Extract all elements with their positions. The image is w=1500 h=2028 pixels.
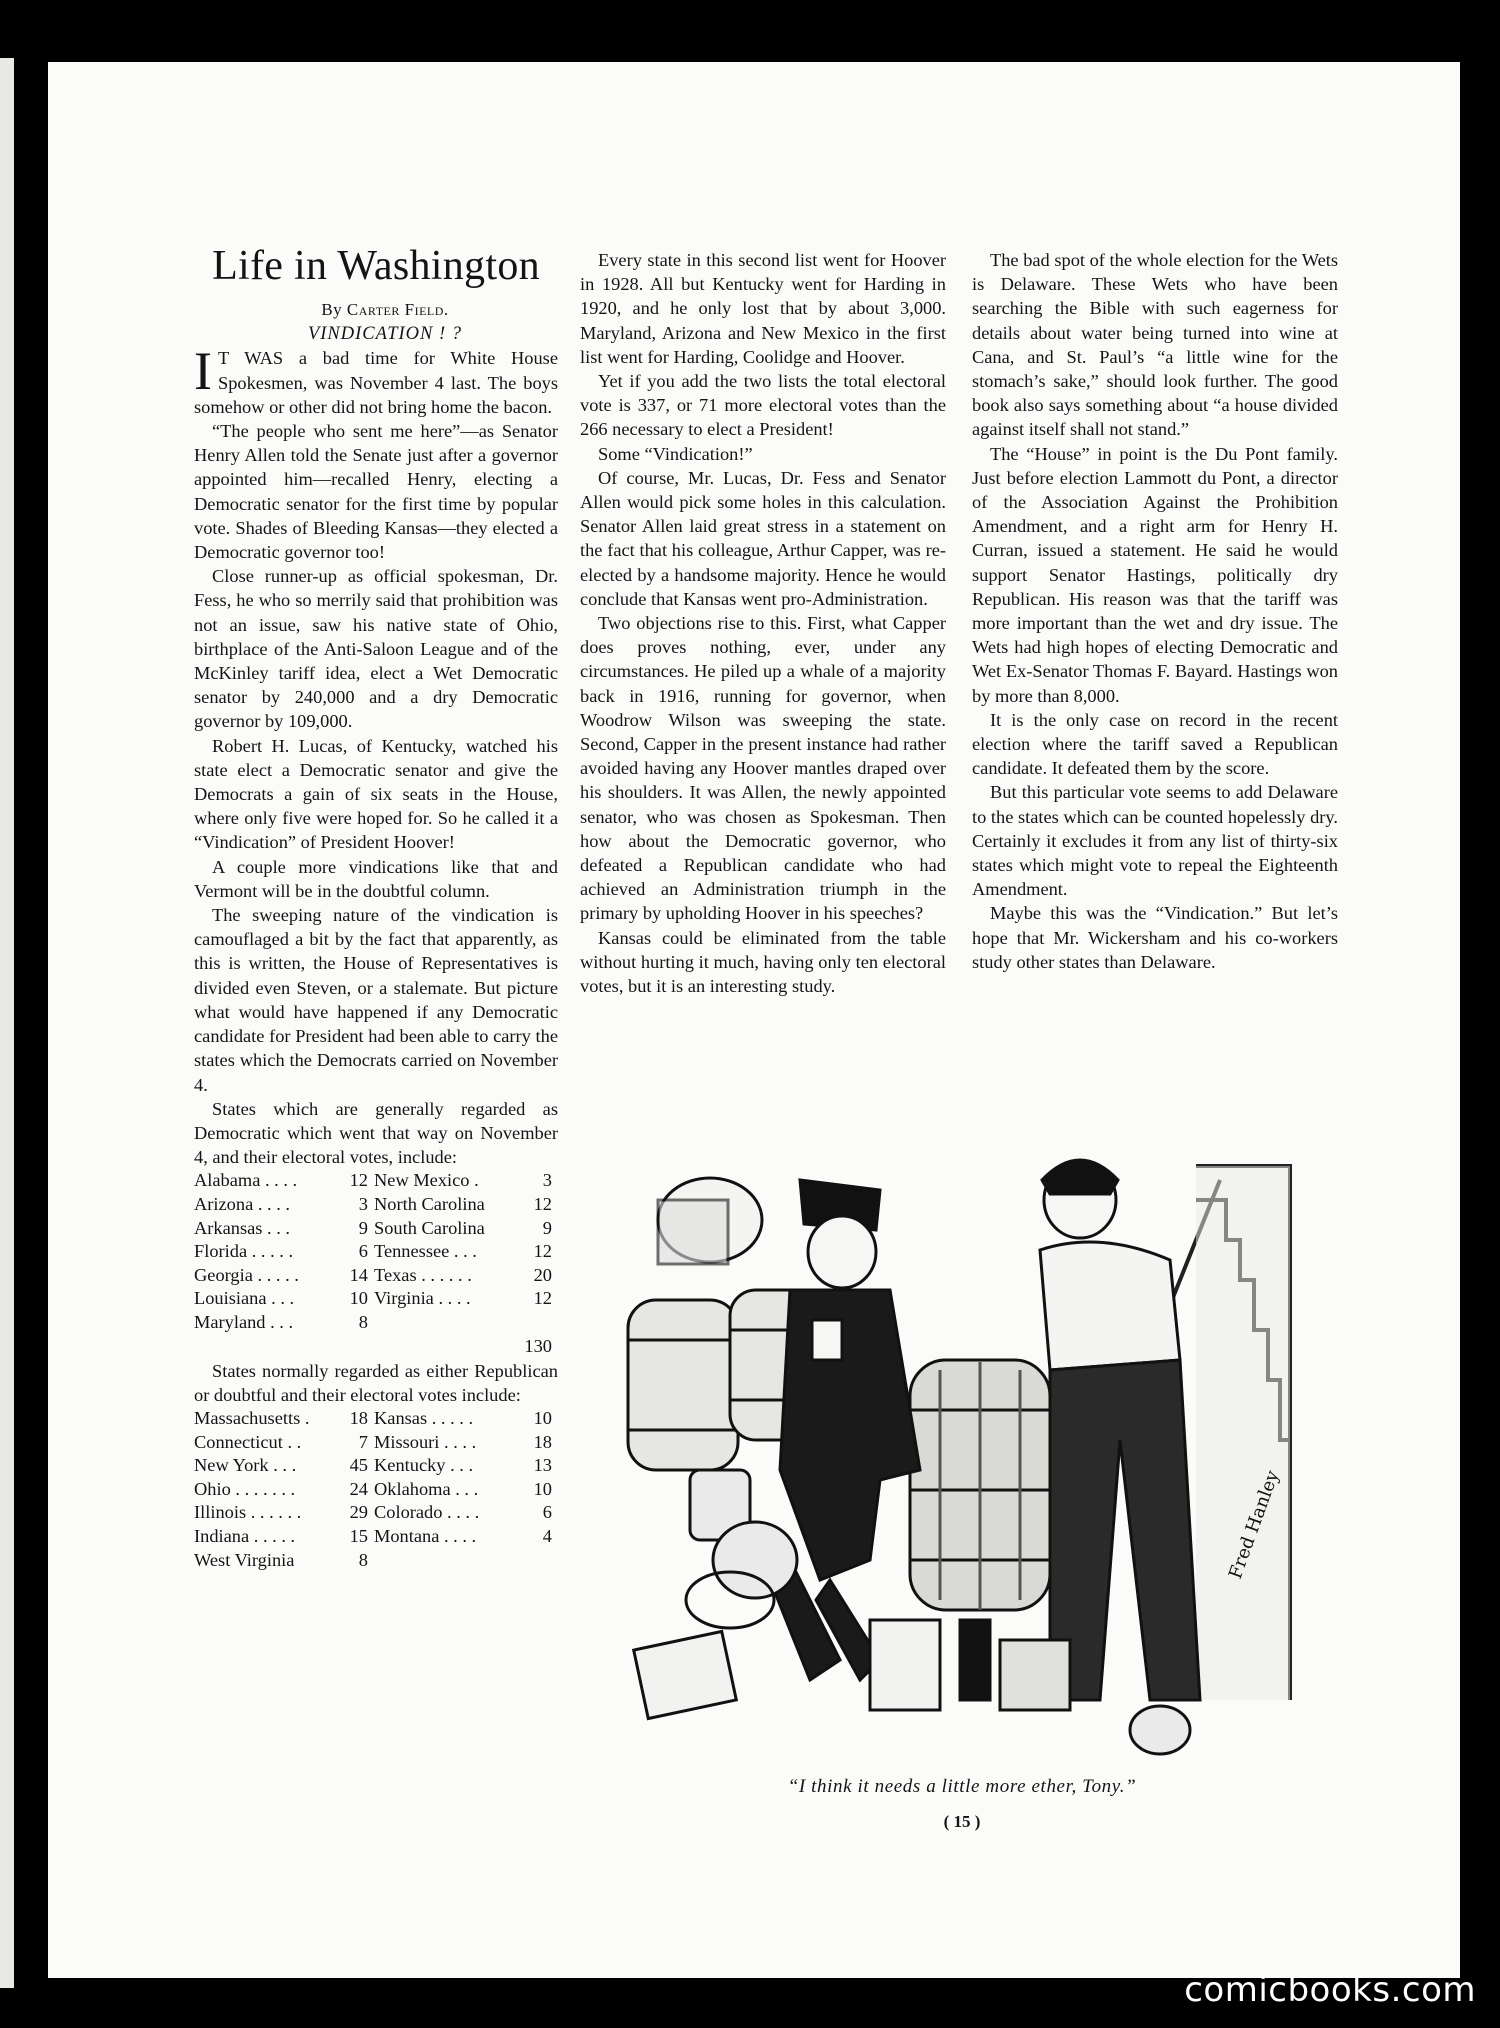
byline	[194, 298, 558, 322]
electoral-votes: 8	[358, 1311, 368, 1332]
electoral-votes: 12	[533, 1193, 552, 1214]
state-name: Missouri . . . .	[374, 1431, 477, 1452]
paragraph: The “House” in point is the Du Pont family. Just before election Lammott du Pont, a director of the Association Against the Prohibition Amendment, and a right arm for Henry H. Curran, issued a statement. He said he would support Senator Hastings, politically dry Republican. His reason was that the tariff was more important than the wet and dry issue. The Wets had high hopes of electing Democratic and Wet Ex-Senator Thomas F. Bayard. Hastings won by more than 8,000.	[972, 443, 1338, 706]
state-name: Maryland . . .	[194, 1311, 294, 1332]
paragraph: It is the only case on record in the recent election where the tariff saved a Republican candidate. It defeated them by the score.	[972, 709, 1338, 779]
paragraph: Of course, Mr. Lucas, Dr. Fess and Senator Allen would pick some holes in this calculation. Senator Allen laid great stress in a statement on the fact that his colleague, Arthur Capper, was re-elected by a handsome majority. Hence he would conclude that Kansas went pro-Administration.	[580, 467, 946, 609]
barrel	[658, 1178, 762, 1264]
paragraph: Maybe this was the “Vindication.” But let’s hope that Mr. Wickersham and his co-workers study other states than Delaware.	[972, 903, 1338, 972]
state-row	[194, 1431, 374, 1455]
electoral-votes: 10	[533, 1478, 552, 1499]
cartoon-caption: “I think it needs a little more ether, Tony.”	[787, 1776, 1137, 1797]
electoral-votes: 24	[349, 1478, 368, 1499]
state-name: Arizona . . . .	[194, 1193, 291, 1214]
state-row	[374, 1525, 558, 1549]
article-title: Life in Washington	[212, 243, 540, 289]
state-name: West Virginia	[194, 1549, 295, 1570]
state-name: Connecticut . .	[194, 1431, 302, 1452]
state-row	[374, 1454, 558, 1478]
byline-prefix: By	[321, 300, 343, 319]
paragraph: “The people who sent me here”—as Senator Henry Allen told the Senate just after a governor appointed him—recalled Henry, electing a Democratic senator for the first time by popular vote. Shades of Bleeding Kansas—they elected a Democratic governor too!	[194, 421, 558, 563]
electoral-votes: 10	[533, 1408, 552, 1429]
state-name: Illinois . . . . . .	[194, 1502, 302, 1523]
state-row	[194, 1217, 374, 1241]
state-name: Ohio . . . . . . .	[194, 1478, 296, 1499]
state-name: North Carolina	[374, 1193, 485, 1214]
byline-author: Carter Field.	[346, 300, 449, 319]
paragraph: The bad spot of the whole election for the Wets is Delaware. These Wets who have been searching the Bible with such eagerness for details about water being turned into wine at Cana, and St. Paul’s “a little wine for the stomach’s sake,” should look further. The good book also says something about “a house divided against itself shall not stand.”	[972, 250, 1339, 440]
paragraph: Every state in this second list went for Hoover in 1928. All but Kentucky went for Harding in 1920, and he only lost that by about 3,000. Maryland, Arizona and New Mexico in the first list went for Harding, Coolidge and Hoover.	[580, 250, 946, 367]
state-name: Alabama . . . .	[194, 1170, 298, 1191]
state-row	[374, 1287, 558, 1311]
adjacent-page-edge	[0, 58, 14, 1988]
paragraph: States which are generally regarded as Democratic which went that way on November 4, and their electoral votes, include:	[194, 1098, 558, 1168]
paragraph: The sweeping nature of the vindication is camouflaged a bit by the fact that apparently, as this is written, the House of Representatives is divided even Steven, or a stalemate. But picture what would have happened if any Democratic candidate for President had been able to carry the states which the Democrats carried on November 4.	[194, 905, 558, 1095]
electoral-votes: 45	[349, 1455, 368, 1476]
state-row	[194, 1478, 374, 1502]
paragraph: Two objections rise to this. First, what Capper does proves nothing, ever, under any circumstances. He piled up a whale of a majority back in 1916, running for governor, when Woodrow Wilson was sweeping the state. Second, Capper in the present instance had rather avoided having any Hoover mantles draped over his shoulders. It was Allen, the newly appointed senator, who was chosen as Spokesman. Then how about the Democratic governor, who defeated a Republican candidate who had achieved an Administration triumph in the primary by upholding Hoover in his speeches?	[580, 613, 946, 924]
democratic-total	[194, 1334, 558, 1358]
state-name: New York . . .	[194, 1455, 297, 1476]
state-row	[194, 1454, 374, 1478]
paragraph: Yet if you add the two lists the total electoral vote is 337, or 71 more electoral votes than the 266 necessary to elect a President!	[580, 371, 946, 440]
paragraph-text: T WAS a bad time for White House Spokesmen, was November 4 last. The boys somehow or other did not bring home the bacon.	[194, 348, 558, 417]
state-name: Louisiana . . .	[194, 1288, 295, 1309]
state-row	[194, 1549, 374, 1573]
barrel	[628, 1300, 738, 1470]
cartoon-illustration	[580, 1140, 1344, 1768]
state-row	[194, 1407, 374, 1431]
electoral-votes: 12	[533, 1288, 552, 1309]
state-row	[374, 1217, 558, 1241]
paragraph: Robert H. Lucas, of Kentucky, watched his state elect a Democratic senator and give the Democrats a gain of six seats in the House, where only five were hoped for. So he called it a “Vindication” of President Hoover!	[194, 735, 558, 853]
state-row	[194, 1525, 374, 1549]
state-row	[194, 1311, 374, 1335]
state-name: South Carolina	[374, 1217, 485, 1238]
state-name: Kansas . . . . .	[374, 1408, 474, 1429]
electoral-votes: 12	[533, 1241, 552, 1262]
electoral-votes: 13	[533, 1455, 552, 1476]
paragraph: Kansas could be eliminated from the table without hurting it much, having only ten electoral votes, but it is an interesting study.	[580, 927, 946, 997]
state-name: Kentucky . . .	[374, 1455, 474, 1476]
state-name: Virginia . . . .	[374, 1288, 471, 1309]
state-row	[374, 1501, 558, 1525]
electoral-votes: 9	[358, 1217, 368, 1238]
electoral-votes: 20	[533, 1264, 552, 1285]
electoral-votes: 14	[349, 1264, 368, 1285]
state-row	[374, 1407, 558, 1431]
state-row	[194, 1240, 374, 1264]
democratic-states-table	[194, 1169, 558, 1334]
electoral-votes: 9	[542, 1217, 552, 1238]
electoral-votes: 12	[349, 1170, 368, 1191]
republican-states-table	[194, 1407, 558, 1572]
state-row	[194, 1169, 374, 1193]
state-row	[374, 1240, 558, 1264]
state-name: Florida . . . . .	[194, 1241, 294, 1262]
state-name: Georgia . . . . .	[194, 1264, 299, 1285]
electoral-votes: 18	[533, 1431, 552, 1452]
column-1	[194, 298, 558, 1572]
state-name: Montana . . . .	[374, 1526, 477, 1547]
electoral-votes: 3	[358, 1193, 368, 1214]
state-name: Tennessee . . .	[374, 1241, 477, 1262]
paragraph: Close runner-up as official spokesman, Dr. Fess, he who so merrily said that prohibition was not an issue, saw his native state of Ohio, birthplace of the Anti-Saloon League and of the McKinley tariff idea, elect a Wet Democratic senator by 240,000 and a dry Democratic governor by 109,000.	[194, 566, 558, 732]
state-row	[194, 1287, 374, 1311]
electoral-votes: 10	[349, 1288, 368, 1309]
electoral-votes: 18	[349, 1408, 368, 1429]
state-name: Massachusetts .	[194, 1408, 310, 1429]
state-name: Texas . . . . . .	[374, 1264, 472, 1285]
state-name: Oklahoma . . .	[374, 1478, 479, 1499]
barrel	[910, 1360, 1050, 1610]
state-row	[374, 1193, 558, 1217]
paragraph	[194, 341, 558, 419]
electoral-votes: 6	[358, 1241, 368, 1262]
paragraph: A couple more vindications like that and Vermont will be in the doubtful column.	[194, 856, 558, 901]
magazine-page	[48, 62, 1460, 1978]
section-heading: VINDICATION ! ?	[307, 324, 463, 345]
column-2	[580, 248, 946, 998]
state-row	[194, 1501, 374, 1525]
state-name: New Mexico .	[374, 1170, 479, 1191]
paragraph: But this particular vote seems to add Delaware to the states which can be counted hopelessly dry. Certainly it excludes it from any list of thirty-six states which might vote to repeal the Eighteenth Amendment.	[972, 782, 1339, 900]
electoral-votes: 29	[349, 1502, 368, 1523]
state-name: Colorado . . . .	[374, 1502, 480, 1523]
state-row	[374, 1431, 558, 1455]
electoral-votes: 6	[542, 1502, 552, 1523]
cartoon-signature: Fred Hanley	[1224, 1467, 1284, 1582]
electoral-votes: 8	[358, 1549, 368, 1570]
electoral-votes: 7	[358, 1431, 368, 1452]
state-name: Indiana . . . . .	[194, 1526, 296, 1547]
electoral-votes: 4	[542, 1526, 552, 1547]
state-row	[374, 1169, 558, 1193]
electoral-votes: 15	[349, 1526, 368, 1547]
state-row	[374, 1264, 558, 1288]
column-1-body	[194, 341, 558, 1169]
paragraph: Some “Vindication!”	[598, 443, 753, 464]
state-row	[374, 1478, 558, 1502]
electoral-votes: 3	[542, 1170, 552, 1191]
page-number: ( 15 )	[943, 1812, 981, 1831]
state-row	[194, 1193, 374, 1217]
paragraph: States normally regarded as either Republican or doubtful and their electoral votes include:	[194, 1360, 558, 1405]
drop-cap: I	[194, 341, 212, 402]
democratic-total-value: 130	[524, 1336, 552, 1357]
state-row	[194, 1264, 374, 1288]
state-name: Arkansas . . .	[194, 1217, 291, 1238]
column-3	[972, 248, 1338, 974]
watermark: comicbooks.com	[1184, 1970, 1476, 2010]
